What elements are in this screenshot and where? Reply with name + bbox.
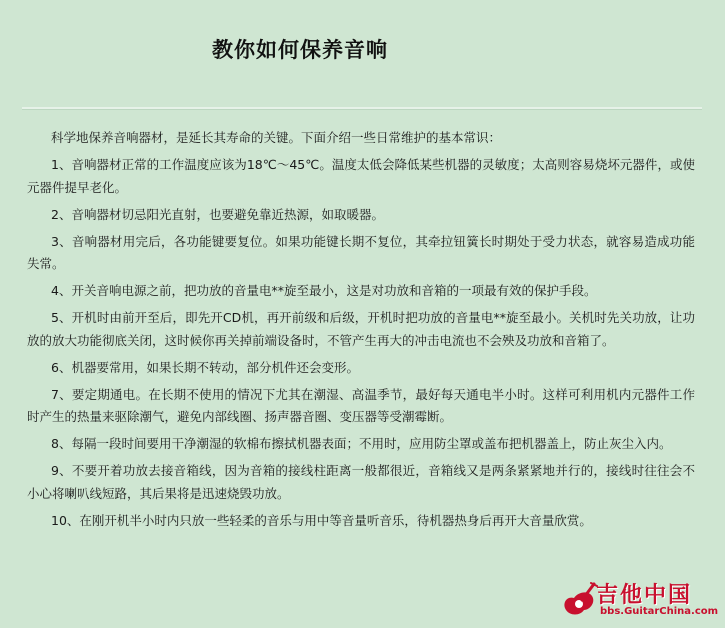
tip-paragraph-5: 5、开机时由前开至后，即先开CD机，再开前级和后级，开机时把功放的音量电**旋至最小。关机时先关功放，让功放的放大功能彻底关闭，这时候你再关掉前端设备时，不管产生再大的冲击电流也不会殃及功放和音箱了。 xyxy=(27,310,695,348)
tip-paragraph-9: 9、不要开着功放去接音箱线，因为音箱的接线柱距离一般都很近，音箱线又是两条紧紧地并行的，接线时往往会不小心将喇叭线短路，其后果将是迅速烧毁功放。 xyxy=(27,463,695,501)
watermark-site-name: 吉他中国 xyxy=(596,583,693,608)
intro-paragraph: 科学地保养音响器材，是延长其寿命的关键。下面介绍一些日常维护的基本常识： xyxy=(51,130,502,145)
tip-paragraph-7: 7、要定期通电。在长期不使用的情况下尤其在潮湿、高温季节，最好每天通电半小时。这样可利用机内元器件工作时产生的热量来驱除潮气，避免内部线圈、扬声器音圈、变压器等受潮霉断。 xyxy=(27,386,695,424)
tip-paragraph-6: 6、机器要常用，如果长期不转动，部分机件还会变形。 xyxy=(51,359,359,375)
article-body xyxy=(27,127,695,537)
site-watermark xyxy=(560,578,720,624)
page-title: 教你如何保养音响 xyxy=(212,37,388,62)
tip-paragraph-1: 1、音响器材正常的工作温度应该为18℃～45℃。温度太低会降低某些机器的灵敏度；太高则容易烧坏元器件，或使元器件提早老化。 xyxy=(27,157,695,195)
tip-paragraph-10: 10、在刚开机半小时内只放一些轻柔的音乐与用中等音量听音乐，待机器热身后再开大音量欣赏。 xyxy=(51,512,592,528)
tip-paragraph-8: 8、每隔一段时间要用干净潮湿的软棉布擦拭机器表面；不用时，应用防尘罩或盖布把机器盖上，防止灰尘入内。 xyxy=(51,436,672,451)
tip-paragraph-3: 3、音响器材用完后，各功能键要复位。如果功能键长期不复位，其牵拉钮簧长时期处于受力状态，就容易造成功能失常。 xyxy=(27,233,695,271)
watermark-url: bbs.GuitarChina.com xyxy=(600,606,719,617)
tip-paragraph-4: 4、开关音响电源之前，把功放的音量电**旋至最小，这是对功放和音箱的一项最有效的保护手段。 xyxy=(51,283,597,298)
guitar-logo-icon xyxy=(560,580,598,620)
tip-paragraph-2: 2、音响器材切忌阳光直射，也要避免靠近热源，如取暖器。 xyxy=(51,206,384,222)
title-divider xyxy=(22,107,702,110)
